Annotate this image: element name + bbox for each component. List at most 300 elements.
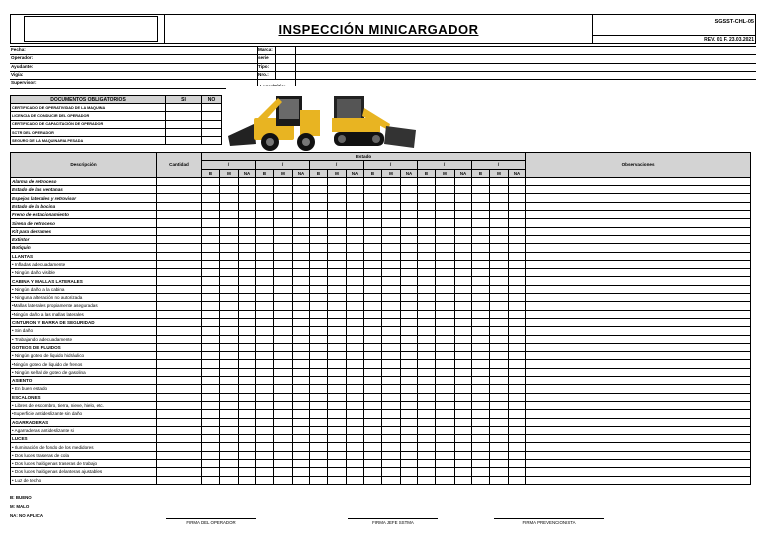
estado-cell[interactable] bbox=[401, 360, 418, 368]
estado-cell[interactable] bbox=[274, 401, 293, 409]
estado-cell[interactable] bbox=[418, 426, 436, 434]
estado-cell[interactable] bbox=[202, 285, 220, 293]
estado-cell[interactable] bbox=[220, 335, 239, 343]
estado-cell[interactable] bbox=[490, 385, 509, 393]
estado-cell[interactable] bbox=[202, 343, 220, 351]
estado-cell[interactable] bbox=[436, 476, 455, 484]
estado-cell[interactable] bbox=[220, 401, 239, 409]
estado-cell[interactable] bbox=[455, 277, 472, 285]
estado-cell[interactable] bbox=[455, 435, 472, 443]
estado-cell[interactable] bbox=[455, 335, 472, 343]
estado-cell[interactable] bbox=[220, 418, 239, 426]
estado-cell[interactable] bbox=[256, 260, 274, 268]
observaciones-cell[interactable] bbox=[526, 294, 751, 302]
estado-cell[interactable] bbox=[418, 401, 436, 409]
estado-cell[interactable] bbox=[274, 410, 293, 418]
estado-cell[interactable] bbox=[509, 459, 526, 467]
estado-cell[interactable] bbox=[328, 335, 347, 343]
estado-cell[interactable] bbox=[472, 476, 490, 484]
estado-cell[interactable] bbox=[256, 244, 274, 252]
estado-cell[interactable] bbox=[202, 302, 220, 310]
estado-cell[interactable] bbox=[418, 468, 436, 476]
cantidad-cell[interactable] bbox=[157, 260, 202, 268]
estado-cell[interactable] bbox=[293, 343, 310, 351]
estado-cell[interactable] bbox=[472, 377, 490, 385]
estado-cell[interactable] bbox=[256, 352, 274, 360]
estado-cell[interactable] bbox=[256, 194, 274, 202]
estado-cell[interactable] bbox=[509, 335, 526, 343]
estado-cell[interactable] bbox=[274, 368, 293, 376]
estado-cell[interactable] bbox=[256, 177, 274, 185]
estado-cell[interactable] bbox=[220, 368, 239, 376]
estado-cell[interactable] bbox=[401, 476, 418, 484]
cantidad-cell[interactable] bbox=[157, 468, 202, 476]
observaciones-cell[interactable] bbox=[526, 468, 751, 476]
estado-cell[interactable] bbox=[220, 186, 239, 194]
observaciones-cell[interactable] bbox=[526, 260, 751, 268]
estado-cell[interactable] bbox=[436, 385, 455, 393]
estado-cell[interactable] bbox=[436, 269, 455, 277]
estado-cell[interactable] bbox=[256, 410, 274, 418]
estado-cell[interactable] bbox=[256, 310, 274, 318]
documento-no-cell[interactable] bbox=[202, 128, 222, 136]
estado-cell[interactable] bbox=[328, 318, 347, 326]
estado-cell[interactable] bbox=[401, 186, 418, 194]
estado-cell[interactable] bbox=[328, 194, 347, 202]
estado-cell[interactable] bbox=[202, 393, 220, 401]
estado-cell[interactable] bbox=[256, 186, 274, 194]
estado-cell[interactable] bbox=[310, 410, 328, 418]
cantidad-cell[interactable] bbox=[157, 211, 202, 219]
estado-cell[interactable] bbox=[220, 318, 239, 326]
estado-cell[interactable] bbox=[455, 393, 472, 401]
estado-cell[interactable] bbox=[310, 468, 328, 476]
date-cell[interactable]: / bbox=[310, 161, 364, 169]
estado-cell[interactable] bbox=[293, 252, 310, 260]
estado-cell[interactable] bbox=[239, 219, 256, 227]
estado-cell[interactable] bbox=[436, 352, 455, 360]
cantidad-cell[interactable] bbox=[157, 410, 202, 418]
estado-cell[interactable] bbox=[293, 294, 310, 302]
estado-cell[interactable] bbox=[490, 410, 509, 418]
estado-cell[interactable] bbox=[347, 177, 364, 185]
estado-cell[interactable] bbox=[274, 244, 293, 252]
estado-cell[interactable] bbox=[472, 418, 490, 426]
estado-cell[interactable] bbox=[220, 177, 239, 185]
estado-cell[interactable] bbox=[239, 476, 256, 484]
estado-cell[interactable] bbox=[401, 302, 418, 310]
estado-cell[interactable] bbox=[310, 177, 328, 185]
estado-cell[interactable] bbox=[509, 435, 526, 443]
estado-cell[interactable] bbox=[401, 435, 418, 443]
estado-cell[interactable] bbox=[328, 260, 347, 268]
observaciones-cell[interactable] bbox=[526, 277, 751, 285]
estado-cell[interactable] bbox=[382, 285, 401, 293]
estado-cell[interactable] bbox=[256, 269, 274, 277]
observaciones-cell[interactable] bbox=[526, 219, 751, 227]
estado-cell[interactable] bbox=[347, 426, 364, 434]
estado-cell[interactable] bbox=[347, 202, 364, 210]
estado-cell[interactable] bbox=[364, 235, 382, 243]
documento-si-cell[interactable] bbox=[166, 128, 202, 136]
estado-cell[interactable] bbox=[328, 368, 347, 376]
estado-cell[interactable] bbox=[455, 260, 472, 268]
estado-cell[interactable] bbox=[310, 310, 328, 318]
estado-cell[interactable] bbox=[401, 219, 418, 227]
estado-cell[interactable] bbox=[509, 352, 526, 360]
estado-cell[interactable] bbox=[239, 451, 256, 459]
estado-cell[interactable] bbox=[293, 401, 310, 409]
estado-cell[interactable] bbox=[310, 219, 328, 227]
estado-cell[interactable] bbox=[293, 302, 310, 310]
estado-cell[interactable] bbox=[202, 426, 220, 434]
estado-cell[interactable] bbox=[382, 443, 401, 451]
estado-cell[interactable] bbox=[418, 219, 436, 227]
estado-cell[interactable] bbox=[364, 318, 382, 326]
estado-cell[interactable] bbox=[472, 360, 490, 368]
estado-cell[interactable] bbox=[239, 468, 256, 476]
estado-cell[interactable] bbox=[455, 443, 472, 451]
estado-cell[interactable] bbox=[382, 302, 401, 310]
estado-cell[interactable] bbox=[364, 227, 382, 235]
estado-cell[interactable] bbox=[490, 202, 509, 210]
estado-cell[interactable] bbox=[490, 177, 509, 185]
estado-cell[interactable] bbox=[347, 377, 364, 385]
estado-cell[interactable] bbox=[310, 294, 328, 302]
estado-cell[interactable] bbox=[455, 202, 472, 210]
estado-cell[interactable] bbox=[509, 343, 526, 351]
estado-cell[interactable] bbox=[364, 410, 382, 418]
estado-cell[interactable] bbox=[455, 377, 472, 385]
cantidad-cell[interactable] bbox=[157, 235, 202, 243]
estado-cell[interactable] bbox=[274, 194, 293, 202]
estado-cell[interactable] bbox=[220, 252, 239, 260]
estado-cell[interactable] bbox=[472, 451, 490, 459]
observaciones-cell[interactable] bbox=[526, 318, 751, 326]
estado-cell[interactable] bbox=[490, 459, 509, 467]
estado-cell[interactable] bbox=[239, 443, 256, 451]
estado-cell[interactable] bbox=[274, 393, 293, 401]
estado-cell[interactable] bbox=[310, 368, 328, 376]
estado-cell[interactable] bbox=[509, 269, 526, 277]
estado-cell[interactable] bbox=[364, 194, 382, 202]
estado-cell[interactable] bbox=[509, 177, 526, 185]
estado-cell[interactable] bbox=[455, 476, 472, 484]
documento-no-cell[interactable] bbox=[202, 112, 222, 120]
estado-cell[interactable] bbox=[256, 360, 274, 368]
estado-cell[interactable] bbox=[274, 227, 293, 235]
estado-cell[interactable] bbox=[509, 360, 526, 368]
estado-cell[interactable] bbox=[347, 451, 364, 459]
estado-cell[interactable] bbox=[509, 227, 526, 235]
estado-cell[interactable] bbox=[490, 360, 509, 368]
observaciones-cell[interactable] bbox=[526, 426, 751, 434]
estado-cell[interactable] bbox=[509, 393, 526, 401]
observaciones-cell[interactable] bbox=[526, 269, 751, 277]
estado-cell[interactable] bbox=[490, 426, 509, 434]
estado-cell[interactable] bbox=[418, 393, 436, 401]
observaciones-cell[interactable] bbox=[526, 385, 751, 393]
estado-cell[interactable] bbox=[418, 335, 436, 343]
estado-cell[interactable] bbox=[310, 352, 328, 360]
estado-cell[interactable] bbox=[274, 435, 293, 443]
estado-cell[interactable] bbox=[472, 194, 490, 202]
estado-cell[interactable] bbox=[472, 410, 490, 418]
estado-cell[interactable] bbox=[239, 410, 256, 418]
estado-cell[interactable] bbox=[328, 385, 347, 393]
estado-cell[interactable] bbox=[509, 194, 526, 202]
estado-cell[interactable] bbox=[220, 476, 239, 484]
estado-cell[interactable] bbox=[274, 277, 293, 285]
estado-cell[interactable] bbox=[256, 418, 274, 426]
estado-cell[interactable] bbox=[310, 318, 328, 326]
estado-cell[interactable] bbox=[202, 177, 220, 185]
estado-cell[interactable] bbox=[220, 468, 239, 476]
estado-cell[interactable] bbox=[256, 277, 274, 285]
estado-cell[interactable] bbox=[310, 401, 328, 409]
estado-cell[interactable] bbox=[401, 443, 418, 451]
estado-cell[interactable] bbox=[382, 177, 401, 185]
estado-cell[interactable] bbox=[347, 343, 364, 351]
estado-cell[interactable] bbox=[472, 235, 490, 243]
estado-cell[interactable] bbox=[401, 260, 418, 268]
observaciones-cell[interactable] bbox=[526, 343, 751, 351]
estado-cell[interactable] bbox=[382, 318, 401, 326]
estado-cell[interactable] bbox=[310, 476, 328, 484]
estado-cell[interactable] bbox=[274, 285, 293, 293]
estado-cell[interactable] bbox=[401, 269, 418, 277]
estado-cell[interactable] bbox=[220, 352, 239, 360]
estado-cell[interactable] bbox=[418, 318, 436, 326]
estado-cell[interactable] bbox=[509, 244, 526, 252]
estado-cell[interactable] bbox=[509, 260, 526, 268]
estado-cell[interactable] bbox=[328, 235, 347, 243]
estado-cell[interactable] bbox=[239, 377, 256, 385]
estado-cell[interactable] bbox=[220, 443, 239, 451]
estado-cell[interactable] bbox=[509, 418, 526, 426]
estado-cell[interactable] bbox=[509, 426, 526, 434]
estado-cell[interactable] bbox=[364, 377, 382, 385]
estado-cell[interactable] bbox=[418, 360, 436, 368]
estado-cell[interactable] bbox=[364, 244, 382, 252]
estado-cell[interactable] bbox=[472, 385, 490, 393]
estado-cell[interactable] bbox=[293, 410, 310, 418]
observaciones-cell[interactable] bbox=[526, 194, 751, 202]
estado-cell[interactable] bbox=[239, 343, 256, 351]
estado-cell[interactable] bbox=[347, 443, 364, 451]
estado-cell[interactable] bbox=[202, 186, 220, 194]
estado-cell[interactable] bbox=[436, 294, 455, 302]
estado-cell[interactable] bbox=[455, 426, 472, 434]
estado-cell[interactable] bbox=[220, 343, 239, 351]
estado-cell[interactable] bbox=[239, 393, 256, 401]
estado-cell[interactable] bbox=[382, 385, 401, 393]
estado-cell[interactable] bbox=[293, 418, 310, 426]
estado-cell[interactable] bbox=[328, 252, 347, 260]
cantidad-cell[interactable] bbox=[157, 327, 202, 335]
estado-cell[interactable] bbox=[347, 459, 364, 467]
estado-cell[interactable] bbox=[418, 285, 436, 293]
estado-cell[interactable] bbox=[239, 260, 256, 268]
estado-cell[interactable] bbox=[472, 401, 490, 409]
estado-cell[interactable] bbox=[347, 194, 364, 202]
estado-cell[interactable] bbox=[274, 443, 293, 451]
estado-cell[interactable] bbox=[455, 459, 472, 467]
estado-cell[interactable] bbox=[293, 335, 310, 343]
estado-cell[interactable] bbox=[202, 202, 220, 210]
estado-cell[interactable] bbox=[382, 194, 401, 202]
documento-no-cell[interactable] bbox=[202, 104, 222, 112]
estado-cell[interactable] bbox=[436, 335, 455, 343]
estado-cell[interactable] bbox=[509, 410, 526, 418]
estado-cell[interactable] bbox=[509, 468, 526, 476]
estado-cell[interactable] bbox=[310, 194, 328, 202]
observaciones-cell[interactable] bbox=[526, 352, 751, 360]
observaciones-cell[interactable] bbox=[526, 202, 751, 210]
estado-cell[interactable] bbox=[328, 435, 347, 443]
estado-cell[interactable] bbox=[328, 269, 347, 277]
estado-cell[interactable] bbox=[274, 385, 293, 393]
estado-cell[interactable] bbox=[418, 202, 436, 210]
estado-cell[interactable] bbox=[472, 310, 490, 318]
estado-cell[interactable] bbox=[509, 294, 526, 302]
cantidad-cell[interactable] bbox=[157, 476, 202, 484]
estado-cell[interactable] bbox=[418, 368, 436, 376]
estado-cell[interactable] bbox=[310, 244, 328, 252]
estado-cell[interactable] bbox=[347, 186, 364, 194]
estado-cell[interactable] bbox=[418, 302, 436, 310]
estado-cell[interactable] bbox=[436, 393, 455, 401]
documento-si-cell[interactable] bbox=[166, 104, 202, 112]
estado-cell[interactable] bbox=[239, 310, 256, 318]
estado-cell[interactable] bbox=[220, 426, 239, 434]
estado-cell[interactable] bbox=[509, 235, 526, 243]
estado-cell[interactable] bbox=[490, 318, 509, 326]
estado-cell[interactable] bbox=[256, 368, 274, 376]
estado-cell[interactable] bbox=[310, 443, 328, 451]
estado-cell[interactable] bbox=[418, 294, 436, 302]
estado-cell[interactable] bbox=[256, 451, 274, 459]
estado-cell[interactable] bbox=[472, 294, 490, 302]
observaciones-cell[interactable] bbox=[526, 310, 751, 318]
estado-cell[interactable] bbox=[490, 219, 509, 227]
estado-cell[interactable] bbox=[347, 285, 364, 293]
cantidad-cell[interactable] bbox=[157, 227, 202, 235]
estado-cell[interactable] bbox=[436, 451, 455, 459]
estado-cell[interactable] bbox=[472, 202, 490, 210]
estado-cell[interactable] bbox=[274, 343, 293, 351]
estado-cell[interactable] bbox=[455, 294, 472, 302]
cantidad-cell[interactable] bbox=[157, 269, 202, 277]
estado-cell[interactable] bbox=[509, 377, 526, 385]
estado-cell[interactable] bbox=[274, 186, 293, 194]
estado-cell[interactable] bbox=[239, 426, 256, 434]
estado-cell[interactable] bbox=[401, 177, 418, 185]
observaciones-cell[interactable] bbox=[526, 435, 751, 443]
estado-cell[interactable] bbox=[293, 360, 310, 368]
estado-cell[interactable] bbox=[418, 418, 436, 426]
estado-cell[interactable] bbox=[490, 285, 509, 293]
estado-cell[interactable] bbox=[239, 294, 256, 302]
estado-cell[interactable] bbox=[509, 327, 526, 335]
cantidad-cell[interactable] bbox=[157, 451, 202, 459]
estado-cell[interactable] bbox=[328, 294, 347, 302]
estado-cell[interactable] bbox=[382, 352, 401, 360]
estado-cell[interactable] bbox=[256, 202, 274, 210]
estado-cell[interactable] bbox=[490, 327, 509, 335]
estado-cell[interactable] bbox=[220, 219, 239, 227]
estado-cell[interactable] bbox=[436, 426, 455, 434]
estado-cell[interactable] bbox=[328, 426, 347, 434]
estado-cell[interactable] bbox=[364, 177, 382, 185]
estado-cell[interactable] bbox=[455, 211, 472, 219]
estado-cell[interactable] bbox=[382, 310, 401, 318]
estado-cell[interactable] bbox=[202, 235, 220, 243]
estado-cell[interactable] bbox=[401, 194, 418, 202]
cantidad-cell[interactable] bbox=[157, 277, 202, 285]
estado-cell[interactable] bbox=[220, 435, 239, 443]
estado-cell[interactable] bbox=[382, 244, 401, 252]
cantidad-cell[interactable] bbox=[157, 318, 202, 326]
estado-cell[interactable] bbox=[347, 327, 364, 335]
estado-cell[interactable] bbox=[347, 294, 364, 302]
estado-cell[interactable] bbox=[490, 269, 509, 277]
estado-cell[interactable] bbox=[310, 235, 328, 243]
estado-cell[interactable] bbox=[509, 252, 526, 260]
estado-cell[interactable] bbox=[328, 418, 347, 426]
estado-cell[interactable] bbox=[455, 219, 472, 227]
estado-cell[interactable] bbox=[364, 418, 382, 426]
estado-cell[interactable] bbox=[455, 327, 472, 335]
estado-cell[interactable] bbox=[490, 435, 509, 443]
estado-cell[interactable] bbox=[239, 211, 256, 219]
cantidad-cell[interactable] bbox=[157, 377, 202, 385]
estado-cell[interactable] bbox=[490, 352, 509, 360]
estado-cell[interactable] bbox=[220, 459, 239, 467]
estado-cell[interactable] bbox=[347, 476, 364, 484]
estado-cell[interactable] bbox=[310, 393, 328, 401]
estado-cell[interactable] bbox=[293, 368, 310, 376]
estado-cell[interactable] bbox=[328, 227, 347, 235]
cantidad-cell[interactable] bbox=[157, 368, 202, 376]
estado-cell[interactable] bbox=[310, 385, 328, 393]
estado-cell[interactable] bbox=[455, 302, 472, 310]
estado-cell[interactable] bbox=[310, 211, 328, 219]
estado-cell[interactable] bbox=[310, 327, 328, 335]
observaciones-cell[interactable] bbox=[526, 235, 751, 243]
estado-cell[interactable] bbox=[328, 244, 347, 252]
estado-cell[interactable] bbox=[328, 393, 347, 401]
estado-cell[interactable] bbox=[220, 235, 239, 243]
estado-cell[interactable] bbox=[364, 260, 382, 268]
estado-cell[interactable] bbox=[401, 252, 418, 260]
estado-cell[interactable] bbox=[256, 343, 274, 351]
observaciones-cell[interactable] bbox=[526, 459, 751, 467]
estado-cell[interactable] bbox=[220, 310, 239, 318]
estado-cell[interactable] bbox=[202, 327, 220, 335]
cantidad-cell[interactable] bbox=[157, 385, 202, 393]
estado-cell[interactable] bbox=[401, 335, 418, 343]
estado-cell[interactable] bbox=[256, 385, 274, 393]
estado-cell[interactable] bbox=[472, 435, 490, 443]
estado-cell[interactable] bbox=[239, 235, 256, 243]
observaciones-cell[interactable] bbox=[526, 252, 751, 260]
estado-cell[interactable] bbox=[490, 277, 509, 285]
estado-cell[interactable] bbox=[455, 343, 472, 351]
observaciones-cell[interactable] bbox=[526, 177, 751, 185]
estado-cell[interactable] bbox=[455, 285, 472, 293]
estado-cell[interactable] bbox=[382, 227, 401, 235]
